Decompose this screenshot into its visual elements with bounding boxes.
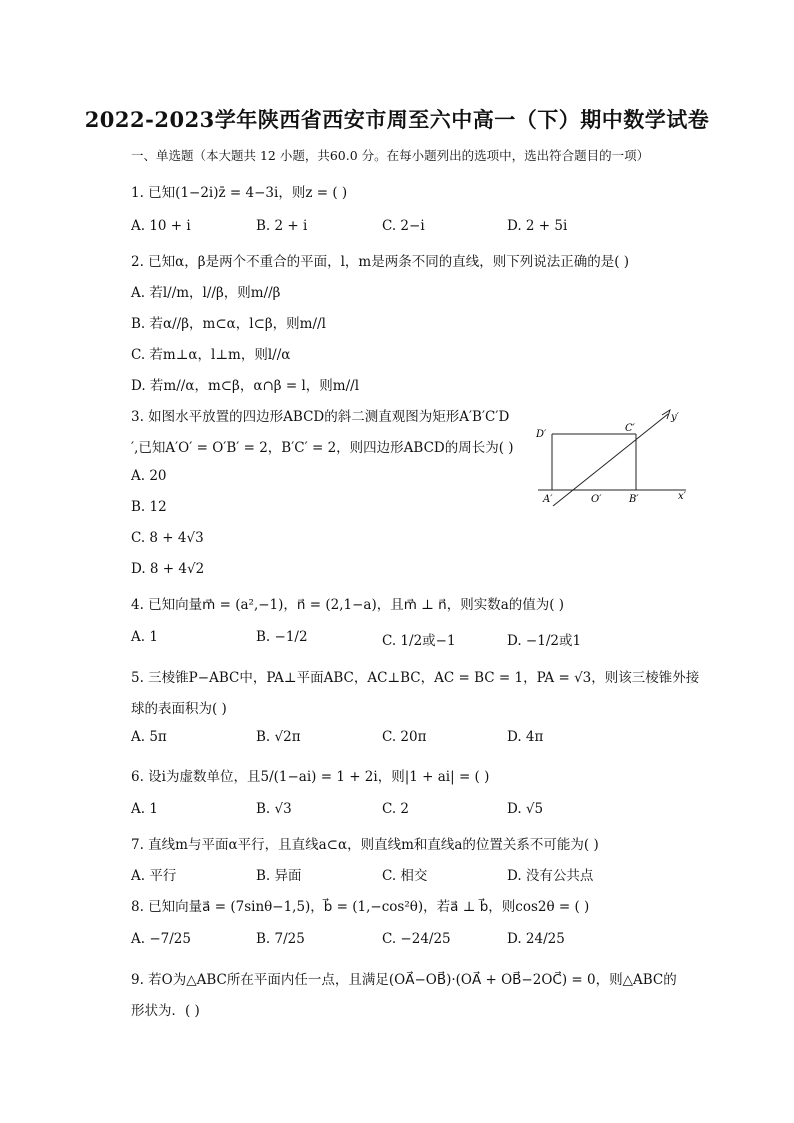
question-6-option-b: B. √3 (256, 801, 292, 817)
label-c: C′ (625, 423, 635, 434)
page-title: 2022-2023学年陕西省西安市周至六中高一（下）期中数学试卷 (84, 107, 710, 132)
question-2-text: 2. 已知α，β是两个不重合的平面，l，m是两条不同的直线，则下列说法正确的是( ) (131, 254, 630, 270)
question-1-option-b: B. 2 + i (256, 218, 308, 234)
question-8-text: 8. 已知向量a⃗ = (7sinθ−1,5)，b⃗ = (1,−cos²θ)，若a⃗ ⊥ b⃗，则cos2θ = ( ) (131, 899, 590, 915)
question-5-option-a: A. 5π (131, 729, 167, 745)
question-8-option-d: D. 24/25 (507, 931, 565, 947)
label-x: x′ (678, 491, 686, 502)
question-7-option-d: D. 没有公共点 (507, 868, 594, 884)
oblique-view-figure (528, 404, 698, 508)
question-2-option-a: A. 若l//m，l//β，则m//β (131, 285, 281, 301)
question-5-option-c: C. 20π (382, 729, 427, 745)
question-7-option-c: C. 相交 (382, 868, 428, 884)
question-1-option-c: C. 2−i (382, 218, 425, 234)
question-2-option-d: D. 若m//α，m⊂β，α∩β = l，则m//l (131, 378, 360, 394)
label-b: B′ (629, 494, 639, 505)
label-a: A′ (543, 494, 553, 505)
label-y: y′ (671, 412, 679, 423)
question-8-option-a: A. −7/25 (131, 931, 191, 947)
question-9-text-line-2: 形状为．( ) (131, 1003, 200, 1019)
question-4-option-b: B. −1/2 (256, 629, 308, 645)
question-1-option-d: D. 2 + 5i (507, 218, 568, 234)
question-2-option-c: C. 若m⊥α，l⊥m，则l//α (131, 347, 291, 363)
question-2-option-b: B. 若α//β，m⊂α，l⊂β，则m//l (131, 316, 326, 332)
question-4-option-c: C. 1/2或−1 (382, 633, 456, 649)
question-3-option-d: D. 8 + 4√2 (131, 561, 205, 577)
question-7-option-b: B. 异面 (256, 868, 302, 884)
y-axis (553, 414, 668, 506)
question-8-option-c: C. −24/25 (382, 931, 451, 947)
question-5-text-line-2: 球的表面积为( ) (131, 701, 227, 717)
question-5-option-b: B. √2π (256, 729, 301, 745)
question-1-option-a: A. 10 + i (131, 218, 191, 234)
question-6-option-a: A. 1 (131, 801, 158, 817)
question-3-option-a: A. 20 (131, 468, 167, 484)
question-7-option-a: A. 平行 (131, 868, 177, 884)
question-4-option-a: A. 1 (131, 629, 158, 645)
question-7-text: 7. 直线m与平面α平行，且直线a⊂α，则直线m和直线a的位置关系不可能为( ) (131, 837, 599, 853)
question-3-text-line-1: 3. 如图水平放置的四边形ABCD的斜二测直观图为矩形A′B′C′D (131, 409, 510, 425)
section-heading: 一、单选题（本大题共 12 小题，共60.0 分。在每小题列出的选项中，选出符合题目的一项） (131, 148, 650, 163)
question-4-text: 4. 已知向量m⃗ = (a²,−1)，n⃗ = (2,1−a)，且m⃗ ⊥ n⃗，则实数a的值为( ) (131, 597, 565, 613)
question-9-text-line-1: 9. 若O为△ABC所在平面内任一点，且满足(OA⃗−OB⃗)·(OA⃗ + OB⃗−2OC⃗) = 0，则△ABC的 (131, 972, 677, 988)
question-3-option-c: C. 8 + 4√3 (131, 530, 204, 546)
label-o: O′ (591, 494, 602, 505)
label-d: D′ (536, 429, 547, 440)
question-5-option-d: D. 4π (507, 729, 544, 745)
question-5-text-line-1: 5. 三棱锥P−ABC中，PA⊥平面ABC，AC⊥BC，AC = BC = 1，PA = √3，则该三棱锥外接 (131, 670, 700, 686)
question-6-text: 6. 设i为虚数单位，且5/(1−ai) = 1 + 2i，则|1 + ai| = ( ) (131, 769, 490, 785)
question-6-option-c: C. 2 (382, 801, 410, 817)
question-4-option-d: D. −1/2或1 (507, 633, 582, 649)
question-6-option-d: D. √5 (507, 801, 544, 817)
question-3-option-b: B. 12 (131, 499, 167, 515)
question-8-option-b: B. 7/25 (256, 931, 305, 947)
question-1-text: 1. 已知(1−2i)z̄ = 4−3i，则z = ( ) (131, 185, 348, 201)
question-3-text-line-2: ′,已知A′O′ = O′B′ = 2，B′C′ = 2，则四边形ABCD的周长为( ) (131, 440, 514, 456)
